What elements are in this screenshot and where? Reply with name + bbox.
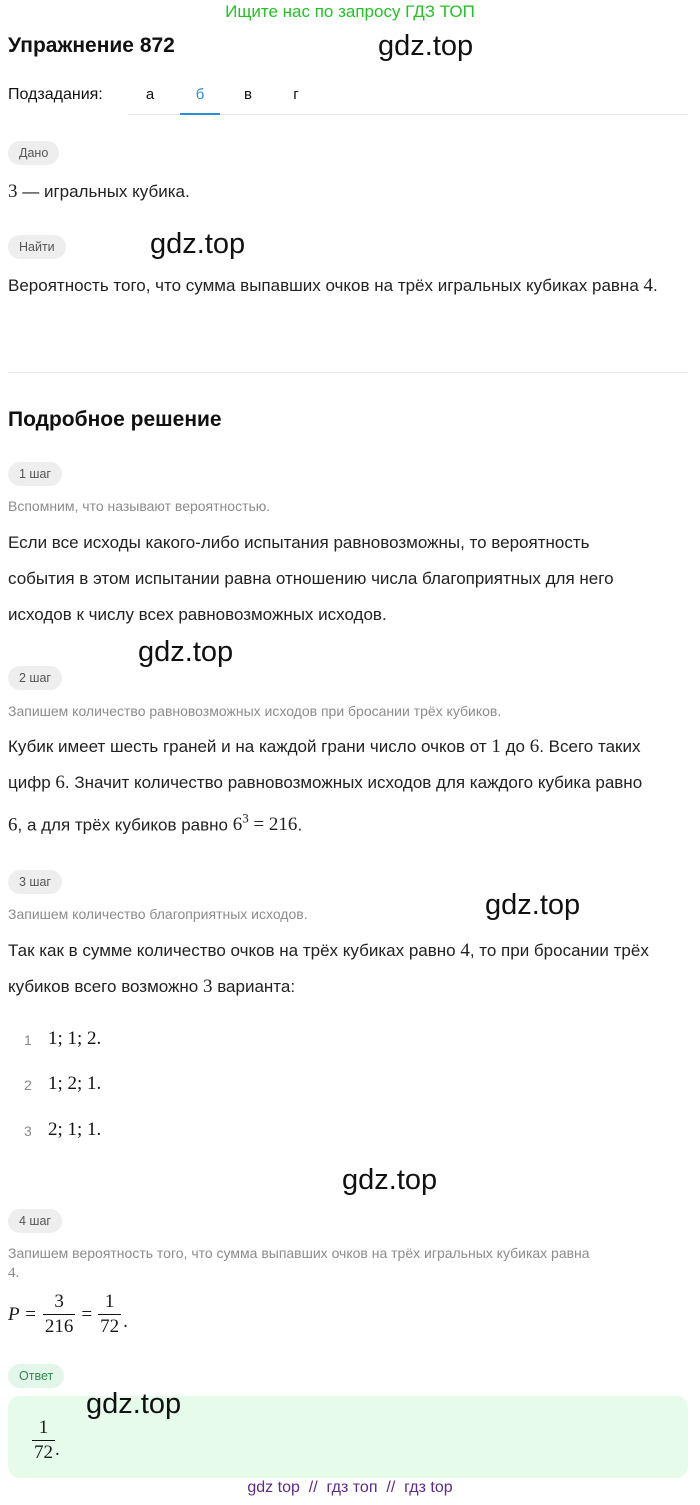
step3-part: , то при бросании трёх кубиков всего возможно [8,941,649,996]
equals-sign: = [81,1303,93,1325]
step3-number: 4 [460,940,470,961]
step2-number: 6 [55,772,65,793]
fraction [98,1290,121,1339]
given-badge: Дано [8,141,59,165]
tab-a[interactable]: а [145,86,155,103]
given-label: — игральных кубика. [17,182,190,201]
find-number: 4 [643,275,653,296]
step3-hint: Запишем количество благоприятных исходов. [8,906,308,922]
list-item-number: 2 [24,1077,32,1093]
step3-text [8,933,673,1005]
step2-part: Кубик имеет шесть граней и на каждой грани число очков от [8,737,492,756]
watermark: gdz.top [378,30,474,62]
step1-hint: Вспомним, что называют вероятностью. [8,498,271,514]
given-number: 3 [8,181,18,202]
tab-v[interactable]: в [244,86,252,103]
fraction-denominator: 72 [100,1316,120,1337]
answer-badge: Ответ [8,1364,64,1388]
fraction [43,1290,76,1339]
watermark: gdz.top [342,1164,438,1196]
step2-text [8,729,658,843]
search-banner: Ищите нас по запросу ГДЗ ТОП [225,2,475,21]
power-result: = 216 [248,814,298,836]
step3-badge: 3 шаг [8,870,62,894]
watermark: gdz.top [86,1388,182,1420]
fraction-numerator: 3 [54,1291,64,1312]
find-badge: Найти [8,235,66,259]
divider [8,372,688,373]
fraction-numerator: 1 [38,1417,49,1438]
step2-end: . [297,815,303,835]
fraction-numerator: 1 [104,1291,115,1312]
watermark: gdz.top [485,889,581,921]
step4-hint: Запишем вероятность того, что сумма выпавших очков на трёх игральных кубиках равна [8,1245,590,1261]
subtasks-label: Подзадания: [8,86,103,103]
step1-text: Если все исходы какого-либо испытания равновозможны, то вероятность события в этом испытании равна отношению числа благоприятных для него исходов к числу всех равновозможных исходов. [8,533,614,624]
power-expression [232,811,298,836]
step3-part: Так как в сумме количество очков на трёх кубиках равно [8,941,461,960]
find-label: Вероятность того, что сумма выпавших очков на трёх игральных кубиках равна [8,276,644,295]
active-tab-indicator [180,113,220,115]
find-dot: . [653,276,658,295]
step2-hint: Запишем количество равновозможных исходов при бросании трёх кубиков. [8,703,502,719]
list-item: 1; 1; 2. [48,1028,102,1049]
watermark: gdz.top [150,228,246,260]
answer-fraction [32,1416,55,1465]
step2-part: . Значит количество равновозможных исходов для каждого кубика равно [64,773,643,792]
fraction-denominator: 216 [44,1316,74,1337]
page-title: Упражнение 872 [8,34,175,57]
find-text [8,268,668,304]
fraction-denominator: 72 [34,1442,53,1463]
step2-badge: 2 шаг [8,666,62,690]
solution-title: Подробное решение [8,408,222,431]
list-item-number: 1 [24,1032,32,1048]
answer-value [32,1416,60,1465]
watermark: gdz.top [138,636,234,668]
step2-number: 1 [491,736,501,757]
step4-badge: 4 шаг [8,1209,62,1233]
list-item: 1; 2; 1. [48,1073,102,1094]
step1-badge: 1 шаг [8,462,62,486]
power-base: 6 [232,814,243,836]
probability-formula [8,1290,128,1339]
formula-end: . [123,1311,128,1332]
footer-links[interactable]: gdz top // гдз топ // гдз top [247,1479,453,1496]
step4-hint-number: 4. [8,1265,20,1281]
step2-part: . Всего таких цифр [8,737,641,792]
tab-g[interactable]: г [293,86,299,103]
step2-number: 6 [8,814,18,836]
step2-part: до [500,737,530,756]
formula-lhs: P = [8,1303,37,1325]
step2-number: 6 [529,736,540,757]
list-item-number: 3 [24,1123,32,1139]
step2-part: , а для трёх кубиков равно [17,815,233,835]
answer-end: . [55,1439,60,1460]
tab-b[interactable]: б [195,86,205,103]
list-item: 2; 1; 1. [48,1119,102,1140]
given-text [8,174,692,210]
step3-part: варианта: [212,977,296,996]
step3-number: 3 [202,976,213,997]
power-exponent: 3 [242,811,249,826]
